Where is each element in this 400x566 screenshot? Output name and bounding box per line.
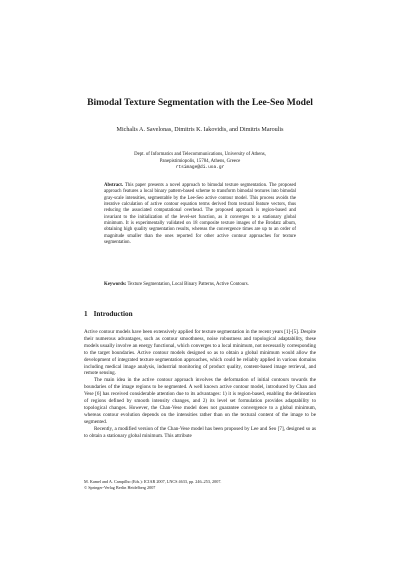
abstract-label: Abstract. — [104, 183, 124, 188]
paragraph: The main idea in the active contour approach involves the deformation of initial contours towards the boundaries of the image regions to be segmented. A well known active contour model, introduced by Chan and Vese [6] has received considerable attention due to its advantages: 1) it is region-based, enabling the delineation of regions defined by smooth intensity changes, and 2) its level set formulation provides adaptability to topological changes. However, the Chan-Vese model does not guarantee convergence to a global minimum, whereas contour evolution depends on the intensities rather than on the textural content of the image to be segmented. — [84, 377, 316, 425]
body-text — [84, 329, 316, 440]
contact-email: rtsimage@di.uoa.gr — [175, 165, 225, 171]
author-list: Michalis A. Savelonas, Dimitris K. Iakovidis, and Dimitris Maroulis — [116, 127, 284, 133]
section-title: Introduction — [93, 310, 133, 318]
abstract — [104, 183, 296, 246]
affiliation-block — [80, 152, 320, 172]
copyright-line: © Springer-Verlag Berlin Heidelberg 2007 — [84, 484, 156, 490]
page-footer — [84, 479, 316, 490]
keywords-label: Keywords: — [104, 282, 127, 287]
section-number: 1 — [84, 310, 88, 318]
paragraph: Active contour models have been extensively applied for texture segmentation in the recent years [1]-[5]. Despite their numerous advantages, such as contour smoothness, noise robustness and topological adaptability, these models usually involve an energy functional, which converges to a local minimum, not necessarily corresponding to the target boundaries. Active contour models designed so as to obtain a global minimum would allow the development of integrated texture segmentation approaches, which could be reliably applied in various domains including medical image analysis, industrial monitoring of product quality, content-based image retrieval, and remote sensing. — [84, 329, 316, 377]
affiliation-line: Dept. of Informatics and Telecommunications, University of Athens, — [134, 152, 266, 157]
paragraph: Recently, a modified version of the Chan-Vese model has been proposed by Lee and Seo [7], designed so as to obtain a stationary global minimum. This attribute — [84, 425, 316, 439]
section-heading — [84, 310, 133, 319]
keywords-text: Texture Segmentation, Local Binary Patterns, Active Contours. — [126, 282, 249, 287]
keywords — [104, 282, 296, 288]
paper-title: Bimodal Texture Segmentation with the Lee-Seo Model — [87, 97, 313, 108]
abstract-text: This paper presents a novel approach to bimodal texture segmentation. The proposed approach features a local binary pattern-based scheme to transform bimodal textures into bimodal gray-scale intensities, segmentable by the Lee-Seo active contour model. This process avoids the iterative calculation of active contour equation terms derived from textural feature vectors, thus reducing the associated computational overhead. The proposed approach is region-based and invariant to the initialization of the level-set function, as it converges to a stationary global minimum. It is experimentally validated on 18 composite texture images of the Brodatz album, obtaining high quality segmentation results, whereas the convergence times are up to an order of magnitude smaller than the ones reported for other active contour approaches for texture segmentation. — [104, 183, 296, 246]
affiliation-address: Panepistimiopolis, 15784, Athens, Greece — [159, 158, 241, 164]
citation-line: M. Kamel and A. Campilho (Eds.): ICIAR 2007, LNCS 4633, pp. 246–253, 2007. — [84, 479, 222, 484]
